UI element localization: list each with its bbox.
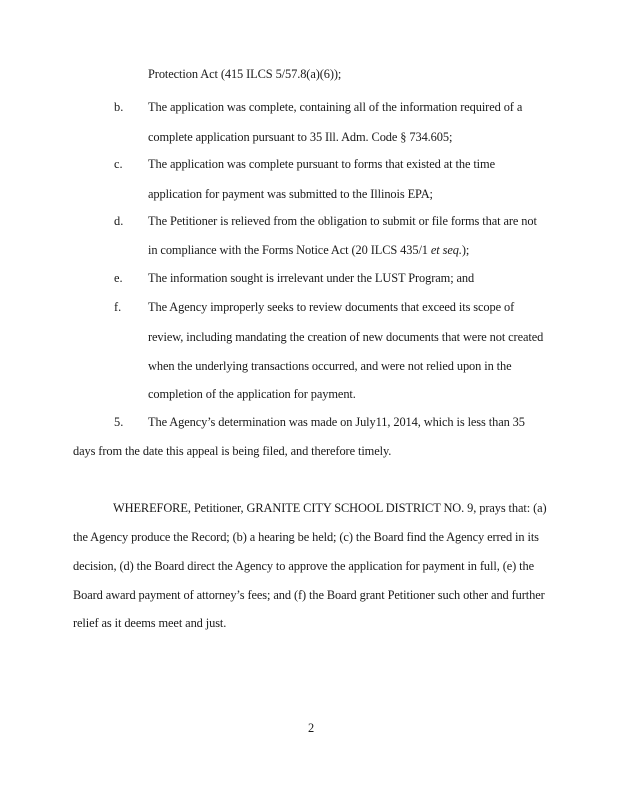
page-number: 2 [308,721,315,735]
text-line: WHEREFORE, Petitioner, GRANITE CITY SCHOOL DISTRICT NO. 9, prays that: (a) [113,501,547,515]
text-line [148,242,469,258]
text-line: completion of the application for payment. [148,387,356,401]
text-line: The application was complete, containing all of the information required of a [148,100,523,114]
text-line: relief as it deems meet and just. [73,616,227,630]
text-line: The Petitioner is relieved from the obligation to submit or file forms that are not [148,214,537,228]
list-marker-d: d. [114,214,124,228]
italic-citation: et seq. [430,243,462,257]
text-line: The Agency’s determination was made on July11, 2014, which is less than 35 [148,415,525,429]
text-segment: in compliance with the Forms Notice Act (20 ILCS 435/1 [148,243,431,257]
text-line: The Agency improperly seeks to review documents that exceed its scope of [148,300,515,314]
text-line: days from the date this appeal is being filed, and therefore timely. [73,444,392,458]
text-line: when the underlying transactions occurred, and were not relied upon in the [148,359,512,373]
text-line: review, including mandating the creation of new documents that were not created [148,330,544,344]
list-marker-b: b. [114,100,124,114]
text-line: the Agency produce the Record; (b) a hearing be held; (c) the Board find the Agency erred in its [73,530,539,544]
text-line: Protection Act (415 ILCS 5/57.8(a)(6)); [148,67,342,81]
paragraph-number-5: 5. [114,415,124,429]
text-line: The application was complete pursuant to forms that existed at the time [148,157,495,171]
text-line: The information sought is irrelevant under the LUST Program; and [148,271,475,285]
text-line: Board award payment of attorney’s fees; and (f) the Board grant Petitioner such other and further [73,588,545,602]
text-line: decision, (d) the Board direct the Agency to approve the application for payment in full, (e) the [73,559,534,573]
list-marker-f: f. [114,300,122,314]
text-line: complete application pursuant to 35 Ill. Adm. Code § 734.605; [148,130,453,144]
text-line: application for payment was submitted to the Illinois EPA; [148,187,433,201]
list-marker-c: c. [114,157,123,171]
text-segment: ); [461,243,470,257]
list-marker-e: e. [114,271,123,285]
